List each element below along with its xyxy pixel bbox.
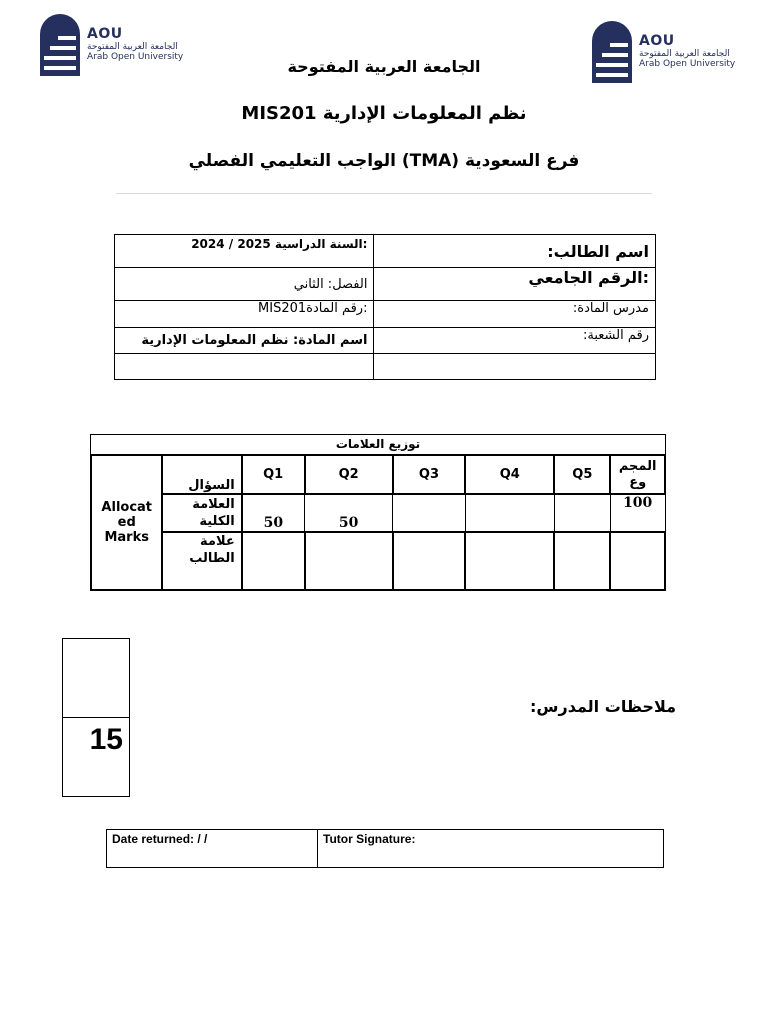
total-sum: 100 <box>610 494 665 532</box>
logo-name-ar: الجامعة العربية المفتوحة <box>87 41 178 52</box>
assignment-title: فرع السعودية (TMA) الواجب التعليمي الفصلي <box>188 151 580 171</box>
q4-header: Q4 <box>465 455 554 494</box>
semester-field: الفصل: الثاني <box>115 268 374 301</box>
course-tutor-field: مدرس المادة: <box>374 301 656 328</box>
q4-total-marks <box>465 494 554 532</box>
course-title: نظم المعلومات الإدارية MIS201 <box>241 103 527 124</box>
q5-total-marks <box>554 494 610 532</box>
logo-name-ar: الجامعة العربية المفتوحة <box>639 48 730 59</box>
q1-total-marks: 50 <box>242 494 305 532</box>
score-box-divider <box>63 717 129 718</box>
q3-header: Q3 <box>393 455 466 494</box>
date-returned-field: Date returned: / / <box>107 830 318 868</box>
q2-header: Q2 <box>305 455 393 494</box>
signature-table <box>106 829 664 868</box>
student-info-table <box>114 234 656 380</box>
q5-header: Q5 <box>554 455 610 494</box>
university-name: الجامعة العربية المفتوحة <box>287 57 481 76</box>
q4-student-mark[interactable] <box>465 532 554 590</box>
question-label: السؤال <box>162 455 241 494</box>
student-total-mark[interactable] <box>610 532 665 590</box>
logo-abbr: AOU <box>639 33 675 50</box>
marks-table-title: توزيع العلامات <box>90 434 666 454</box>
tutor-signature-field: Tutor Signature: <box>318 830 664 868</box>
header-divider <box>116 193 652 194</box>
score-box <box>62 638 130 797</box>
q2-student-mark[interactable] <box>305 532 393 590</box>
q3-student-mark[interactable] <box>393 532 466 590</box>
logo-name-en: Arab Open University <box>87 51 184 62</box>
student-id-field: :الرقم الجامعي <box>374 268 656 301</box>
academic-year-field: :السنة الدراسية 2025 / 2024 <box>115 235 374 268</box>
course-code-field: :رقم المادةMIS201 <box>115 301 374 328</box>
tutor-notes-label: ملاحظات المدرس: <box>530 697 676 716</box>
student-marks-label: علامة الطالب <box>162 532 241 590</box>
student-name-field: اسم الطالب: <box>374 235 656 268</box>
logo-abbr: AOU <box>87 26 123 43</box>
q2-total-marks: 50 <box>305 494 393 532</box>
course-name-field: اسم المادة: نظم المعلومات الإدارية <box>115 328 374 354</box>
logo-name-en: Arab Open University <box>639 58 736 69</box>
q1-student-mark[interactable] <box>242 532 305 590</box>
marks-table <box>90 454 666 591</box>
section-number-field: رقم الشعبة: <box>374 328 656 354</box>
total-marks-label: العلامة الكلية <box>162 494 241 532</box>
allocated-marks-label: Allocat ed Marks <box>91 455 162 590</box>
info-empty-cell <box>374 354 656 380</box>
info-empty-cell <box>115 354 374 380</box>
score-value: 15 <box>89 723 123 756</box>
q1-header: Q1 <box>242 455 305 494</box>
q3-total-marks <box>393 494 466 532</box>
total-header: المجم وع <box>610 455 665 494</box>
q5-student-mark[interactable] <box>554 532 610 590</box>
